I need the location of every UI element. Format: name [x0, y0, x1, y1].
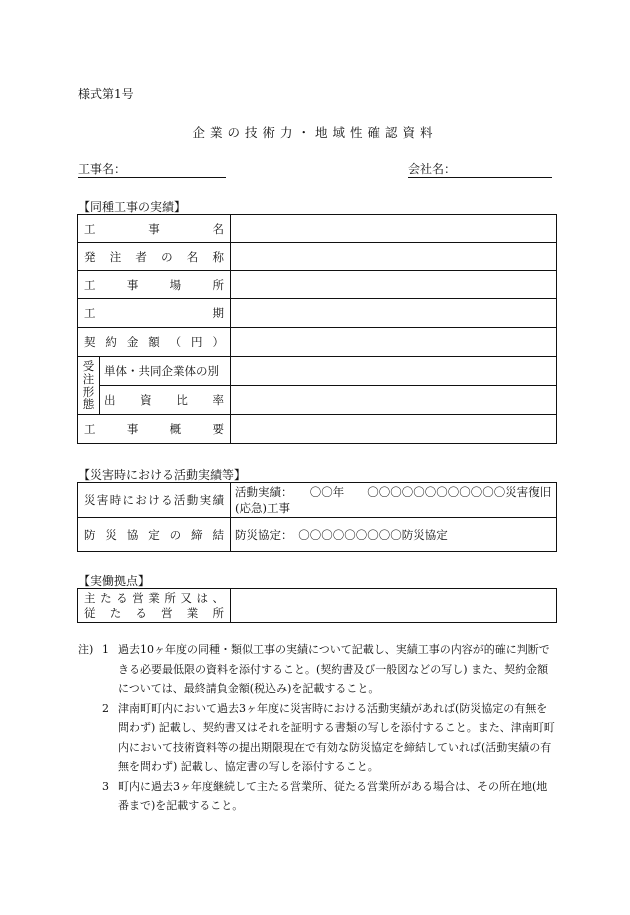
value-cell[interactable]: [231, 589, 557, 623]
value-cell[interactable]: [231, 299, 557, 328]
disaster-agreement-value: 防災協定： 〇〇〇〇〇〇〇〇〇防災協定: [231, 518, 557, 552]
table-row: [78, 215, 557, 243]
value-cell[interactable]: [231, 215, 557, 243]
row-label-jv-type: 単体・共同企業体の別: [104, 364, 219, 378]
note-item: [78, 699, 558, 777]
notes-marker: 注): [78, 643, 94, 656]
row-label-disaster-agreement: 防 災 協 定 の 締 結: [84, 527, 224, 542]
value-cell[interactable]: [231, 386, 557, 415]
document-title: 企業の技術力・地域性確認資料: [192, 125, 438, 140]
value-cell[interactable]: [231, 328, 557, 357]
table-row: [78, 518, 557, 552]
note-text: 町内に過去3ヶ年度継続して主たる営業所、従たる営業所がある場合は、その所在地(地番まで)を記載すること。: [118, 779, 548, 812]
table-row: [78, 243, 557, 271]
table-row: [78, 483, 557, 518]
koji-name-label: 工事名：: [78, 162, 127, 176]
company-name-field: [408, 160, 552, 178]
disaster-activity-value: 活動実績： 〇〇年 〇〇〇〇〇〇〇〇〇〇〇〇災害復旧(応急)工事: [231, 483, 557, 518]
row-label-disaster-activity: 災 害 時 に お け る 活 動 実 績: [84, 493, 224, 507]
row-label-contract-amount: 契 約 金 額 （ 円 ）: [84, 335, 224, 349]
table-row: [78, 328, 557, 357]
note-text: 過去10ヶ年度の同種・類似工事の実績について記載し、実績工事の内容が的確に判断できる必要最低限の資料を添付すること。(契約書及び一般図などの写し) また、契約金額については、最終請負金額(税込み)を記載すること。: [118, 643, 550, 695]
notes: [78, 640, 558, 816]
note-number: 3: [102, 779, 109, 793]
similar-works-table: [77, 214, 557, 444]
row-label-investment-ratio: 出 資 比 率: [104, 393, 224, 407]
table-row: [78, 589, 557, 623]
koji-name-field: [78, 160, 226, 178]
table-row: [78, 271, 557, 299]
note-number: 2: [102, 701, 109, 715]
order-form-label: 受 注 形 態: [78, 357, 100, 415]
row-label-koji-name: 工 事 名: [84, 221, 224, 236]
company-name-label: 会社名：: [408, 162, 457, 176]
note-item: [78, 777, 558, 816]
row-label-location: 工 事 場 所: [84, 277, 224, 292]
disaster-table: [77, 482, 557, 552]
row-label-sub-office: 従 た る 営 業 所: [84, 605, 224, 620]
value-cell[interactable]: [231, 271, 557, 299]
row-label-client-name: 発 注 者 の 名 称: [84, 249, 224, 264]
section-heading-base: 【実働拠点】: [78, 574, 151, 588]
table-row: [78, 357, 557, 386]
note-text: 津南町町内において過去3ヶ年度に災害時における活動実績があれば(防災協定の有無を問わず) 記載し、契約書又はそれを証明する書類の写しを添付すること。また、津南町町内において技術資料等の提出期限現在で有効な防災協定を締結していれば(活動実績の有無を問わず) 記載し、協定書の写しを添付すること。: [118, 701, 555, 773]
row-label-period: 工 期: [84, 306, 224, 320]
section-heading-disaster: 【災害時における活動実績等】: [78, 468, 247, 482]
table-row: [78, 415, 557, 444]
value-cell[interactable]: [231, 357, 557, 386]
table-row: [78, 386, 557, 415]
value-cell[interactable]: [231, 415, 557, 444]
form-number: 様式第1号: [78, 87, 134, 101]
note-number: 1: [102, 643, 109, 656]
table-row: [78, 299, 557, 328]
base-table: [77, 588, 557, 623]
row-label-overview: 工 事 概 要: [84, 422, 224, 436]
value-cell[interactable]: [231, 243, 557, 271]
note-item: [78, 640, 558, 699]
section-heading-similar-works: 【同種工事の実績】: [78, 200, 187, 214]
row-label-main-office: 主 た る 営 業 所 又 は 、: [84, 590, 224, 605]
